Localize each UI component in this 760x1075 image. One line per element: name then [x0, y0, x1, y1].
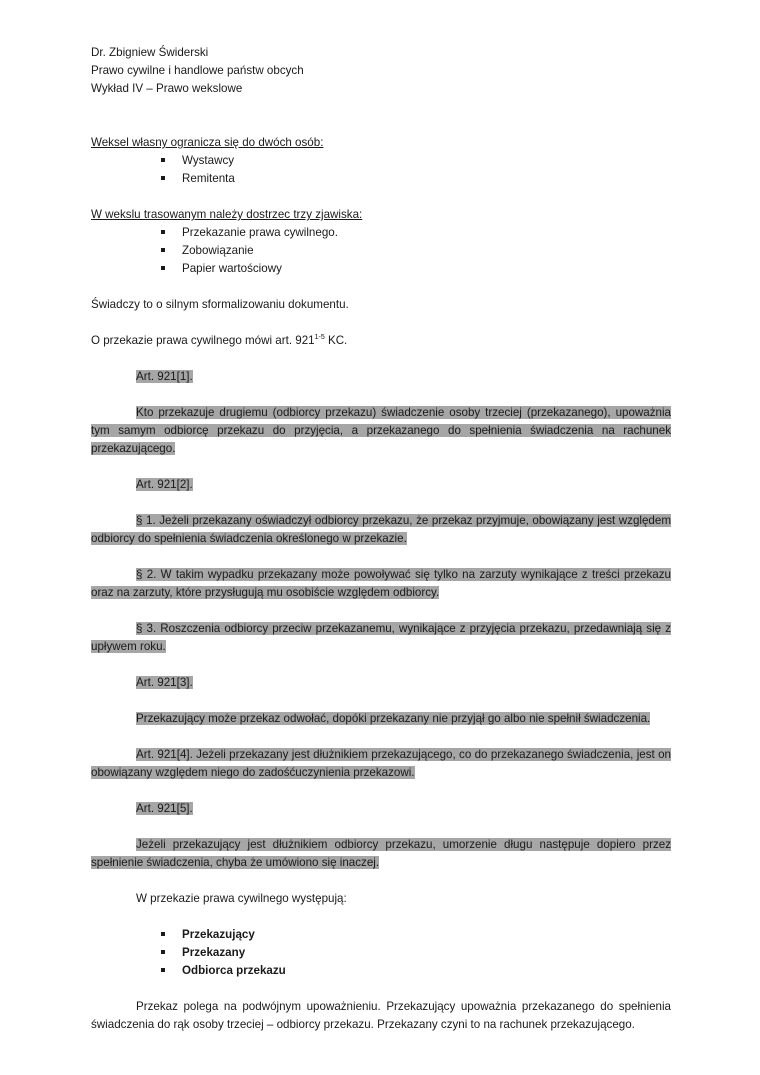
list-item: Wystawcy — [157, 152, 671, 170]
section2-list — [91, 224, 671, 278]
square-bullet-icon — [161, 230, 165, 234]
square-bullet-icon — [161, 932, 165, 936]
author-line: Dr. Zbigniew Świderski — [91, 46, 209, 59]
civil-law-reference: O przekazie prawa cywilnego mówi art. 921$^{1-5}$ KC. — [91, 334, 348, 347]
article-921-1-text: Kto przekazuje drugiemu (odbiorcy przekazu) świadczenie osoby trzeciej (przekazanego), upoważnia tym samym odbiorcę przekazu do przyjęcia, a przekazanego do spełnienia świadczenia na rachunek przekazującego. — [91, 406, 671, 455]
article-921-2-paragraph-2: § 2. W takim wypadku przekazany może powoływać się tylko na zarzuty wynikające z treści przekazu oraz na zarzuty, które przysługują mu osobiście względem odbiorcy. — [91, 568, 671, 599]
article-921-2-paragraph-3: § 3. Roszczenia odbiorcy przeciw przekazanemu, wynikające z przyjęcia przekazu, przedawniają się z upływem roku. — [91, 622, 671, 653]
list-item: Przekazujący — [157, 926, 671, 944]
article-921-2-paragraph-1: § 1. Jeżeli przekazany oświadczył odbiorcy przekazu, że przekaz przyjmuje, obowiązany jest względem odbiorcy do spełnienia świadczenia określonego w przekazie. — [91, 514, 671, 545]
article-921-2-title: Art. 921[2]. — [136, 478, 193, 491]
square-bullet-icon — [161, 248, 165, 252]
article-range-superscript: 1-5 — [314, 334, 325, 341]
lecture-title: Wykład IV – Prawo wekslowe — [91, 82, 243, 95]
square-bullet-icon — [161, 158, 165, 162]
square-bullet-icon — [161, 176, 165, 180]
section3-list — [91, 926, 671, 980]
article-921-5-text: Jeżeli przekazujący jest dłużnikiem odbiorcy przekazu, umorzenie długu następuje dopiero przez spełnienie świadczenia, chyba że umówiono się inaczej. — [91, 838, 671, 869]
article-921-5-title: Art. 921[5]. — [136, 802, 193, 815]
list-item: Remitenta — [157, 170, 671, 188]
list-item: Zobowiązanie — [157, 242, 671, 260]
list-item: Przekazany — [157, 944, 671, 962]
article-921-1-title: Art. 921[1]. — [136, 370, 193, 383]
section1-heading: Weksel własny ogranicza się do dwóch osób: — [91, 136, 324, 149]
square-bullet-icon — [161, 968, 165, 972]
document-page — [91, 44, 671, 1034]
article-921-3-text: Przekazujący może przekaz odwołać, dopóki przekazany nie przyjął go albo nie spełnił świadczenia. — [136, 712, 651, 725]
list-item: Odbiorca przekazu — [157, 962, 671, 980]
list-item: Przekazanie prawa cywilnego. — [157, 224, 671, 242]
section1-list — [91, 152, 671, 188]
closing-paragraph: Przekaz polega na podwójnym upoważnieniu. Przekazujący upoważnia przekazanego do spełnienia świadczenia do rąk osoby trzeciej – odbiorcy przekazu. Przekazany czyni to na rachunek przekazującego. — [91, 1000, 671, 1031]
article-921-3-title: Art. 921[3]. — [136, 676, 193, 689]
section3-heading: W przekazie prawa cywilnego występują: — [136, 892, 347, 905]
article-921-4-text: Art. 921[4]. Jeżeli przekazany jest dłużnikiem przekazującego, co do przekazanego świadczenia, jest on obowiązany względem niego do zadośćuczynienia przekazowi. — [91, 748, 671, 779]
square-bullet-icon — [161, 950, 165, 954]
formalization-paragraph: Świadczy to o silnym sformalizowaniu dokumentu. — [91, 298, 349, 311]
square-bullet-icon — [161, 266, 165, 270]
section2-heading: W wekslu trasowanym należy dostrzec trzy zjawiska: — [91, 208, 363, 221]
list-item: Papier wartościowy — [157, 260, 671, 278]
course-title: Prawo cywilne i handlowe państw obcych — [91, 64, 304, 77]
